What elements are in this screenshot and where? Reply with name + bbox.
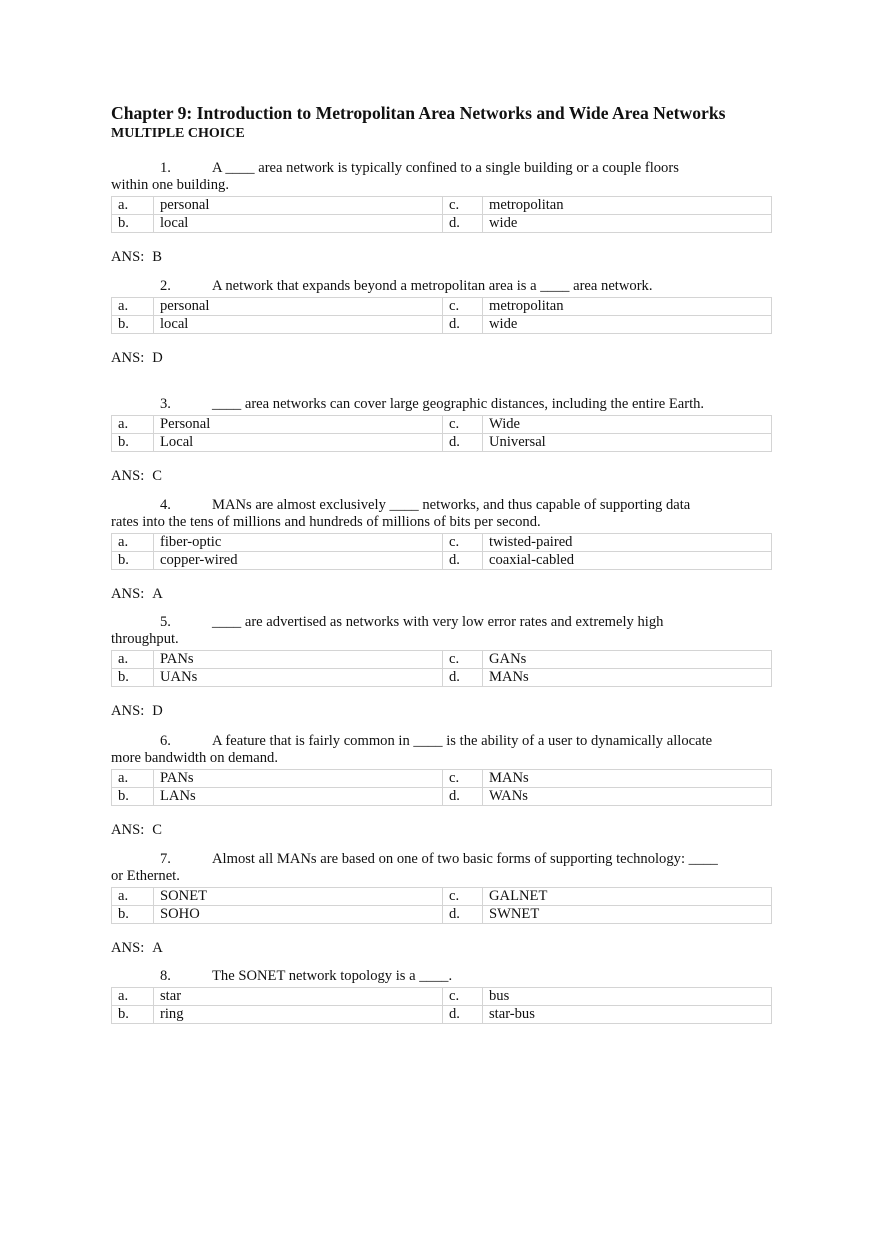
option-letter: d. <box>443 552 483 570</box>
options-row <box>112 651 772 669</box>
option-letter: c. <box>443 988 483 1006</box>
option-text: GALNET <box>483 888 772 906</box>
option-letter: b. <box>112 215 154 233</box>
option-text: PANs <box>154 651 443 669</box>
option-text: metropolitan <box>483 298 772 316</box>
question-text: ____ area networks can cover large geographic distances, including the entire Earth. <box>212 396 705 412</box>
option-text: SWNET <box>483 906 772 924</box>
question-text: A ____ area network is typically confined to a single building or a couple floors <box>212 160 679 176</box>
option-text: bus <box>483 988 772 1006</box>
options-row <box>112 416 772 434</box>
question-6 <box>111 733 771 839</box>
question-number: 2. <box>160 278 171 294</box>
option-letter: a. <box>112 888 154 906</box>
option-letter: d. <box>443 316 483 334</box>
question-line <box>111 733 771 750</box>
options-table <box>111 769 772 806</box>
option-letter: a. <box>112 298 154 316</box>
answer-label: ANS: <box>111 468 145 484</box>
options-table <box>111 533 772 570</box>
option-letter: a. <box>112 988 154 1006</box>
question-line <box>111 851 771 868</box>
question-text: Almost all MANs are based on one of two basic forms of supporting technology: ____ <box>212 851 718 867</box>
answer-label: ANS: <box>111 703 145 719</box>
options-row <box>112 988 772 1006</box>
option-letter: d. <box>443 1006 483 1024</box>
option-text: personal <box>154 197 443 215</box>
answer-line <box>111 822 771 839</box>
question-2 <box>111 278 771 367</box>
option-text: SOHO <box>154 906 443 924</box>
option-text: LANs <box>154 788 443 806</box>
option-text: copper-wired <box>154 552 443 570</box>
option-letter: b. <box>112 552 154 570</box>
option-text: coaxial-cabled <box>483 552 772 570</box>
answer-value: C <box>152 822 162 838</box>
question-text: ____ are advertised as networks with very low error rates and extremely high <box>212 614 664 630</box>
option-letter: a. <box>112 651 154 669</box>
option-text: star-bus <box>483 1006 772 1024</box>
options-table <box>111 650 772 687</box>
option-letter: d. <box>443 906 483 924</box>
answer-label: ANS: <box>111 586 145 602</box>
option-letter: b. <box>112 906 154 924</box>
option-letter: c. <box>443 298 483 316</box>
answer-line <box>111 468 771 485</box>
options-table <box>111 297 772 334</box>
options-table <box>111 415 772 452</box>
question-line <box>111 968 771 985</box>
options-row <box>112 215 772 233</box>
answer-label: ANS: <box>111 940 145 956</box>
option-letter: b. <box>112 434 154 452</box>
question-4 <box>111 497 771 603</box>
option-text: metropolitan <box>483 197 772 215</box>
option-letter: d. <box>443 669 483 687</box>
question-number: 6. <box>160 733 171 749</box>
question-text: MANs are almost exclusively ____ networks, and thus capable of supporting data <box>212 497 691 513</box>
question-5 <box>111 614 771 720</box>
question-text: A feature that is fairly common in ____ is the ability of a user to dynamically allocate <box>212 733 713 749</box>
answer-line <box>111 703 771 720</box>
question-number: 7. <box>160 851 171 867</box>
option-letter: a. <box>112 534 154 552</box>
options-table <box>111 196 772 233</box>
question-text-continuation: more bandwidth on demand. <box>111 750 278 766</box>
question-8 <box>111 968 771 1024</box>
answer-label: ANS: <box>111 822 145 838</box>
option-letter: d. <box>443 434 483 452</box>
option-letter: b. <box>112 788 154 806</box>
answer-value: D <box>152 703 163 719</box>
question-number: 8. <box>160 968 171 984</box>
question-7 <box>111 851 771 957</box>
option-text: GANs <box>483 651 772 669</box>
answer-label: ANS: <box>111 249 145 265</box>
option-text: wide <box>483 215 772 233</box>
option-text: star <box>154 988 443 1006</box>
question-line <box>111 396 771 413</box>
question-line <box>111 160 771 177</box>
options-row <box>112 669 772 687</box>
option-letter: b. <box>112 669 154 687</box>
question-text-continuation: within one building. <box>111 177 229 193</box>
option-text: ring <box>154 1006 443 1024</box>
option-letter: c. <box>443 416 483 434</box>
option-text: Personal <box>154 416 443 434</box>
option-letter: c. <box>443 197 483 215</box>
option-text: wide <box>483 316 772 334</box>
options-row <box>112 552 772 570</box>
chapter-title: Chapter 9: Introduction to Metropolitan Area Networks and Wide Area Networks <box>111 103 726 123</box>
options-row <box>112 197 772 215</box>
answer-value: A <box>152 940 163 956</box>
question-number: 1. <box>160 160 171 176</box>
answer-line <box>111 940 771 957</box>
question-line <box>111 278 771 295</box>
answer-value: B <box>152 249 162 265</box>
option-text: UANs <box>154 669 443 687</box>
question-line <box>111 497 771 514</box>
option-text: local <box>154 215 443 233</box>
option-letter: d. <box>443 788 483 806</box>
option-text: Local <box>154 434 443 452</box>
options-row <box>112 1006 772 1024</box>
answer-line <box>111 586 771 603</box>
option-text: MANs <box>483 669 772 687</box>
option-text: MANs <box>483 770 772 788</box>
options-row <box>112 534 772 552</box>
option-letter: b. <box>112 1006 154 1024</box>
answer-line <box>111 249 771 266</box>
option-letter: c. <box>443 888 483 906</box>
options-row <box>112 788 772 806</box>
question-line <box>111 614 771 631</box>
question-text-continuation: throughput. <box>111 631 179 647</box>
options-row <box>112 770 772 788</box>
question-1 <box>111 160 771 266</box>
question-text: A network that expands beyond a metropolitan area is a ____ area network. <box>212 278 653 294</box>
option-text: SONET <box>154 888 443 906</box>
options-row <box>112 298 772 316</box>
question-number: 4. <box>160 497 171 513</box>
option-letter: a. <box>112 416 154 434</box>
question-text-continuation: rates into the tens of millions and hundreds of millions of bits per second. <box>111 514 541 530</box>
option-letter: c. <box>443 651 483 669</box>
option-letter: a. <box>112 197 154 215</box>
answer-value: C <box>152 468 162 484</box>
options-table <box>111 987 772 1024</box>
option-text: PANs <box>154 770 443 788</box>
answer-line <box>111 350 771 367</box>
options-row <box>112 434 772 452</box>
question-text-continuation: or Ethernet. <box>111 868 180 884</box>
answer-value: A <box>152 586 163 602</box>
question-number: 3. <box>160 396 171 412</box>
option-text: personal <box>154 298 443 316</box>
options-row <box>112 906 772 924</box>
section-heading: MULTIPLE CHOICE <box>111 126 245 141</box>
option-letter: a. <box>112 770 154 788</box>
option-letter: c. <box>443 770 483 788</box>
option-text: twisted-paired <box>483 534 772 552</box>
question-number: 5. <box>160 614 171 630</box>
option-text: Universal <box>483 434 772 452</box>
options-row <box>112 888 772 906</box>
question-text: The SONET network topology is a ____. <box>212 968 453 984</box>
option-letter: b. <box>112 316 154 334</box>
option-letter: c. <box>443 534 483 552</box>
options-row <box>112 316 772 334</box>
option-text: local <box>154 316 443 334</box>
question-3 <box>111 396 771 485</box>
answer-value: D <box>152 350 163 366</box>
option-letter: d. <box>443 215 483 233</box>
options-table <box>111 887 772 924</box>
option-text: Wide <box>483 416 772 434</box>
option-text: fiber-optic <box>154 534 443 552</box>
option-text: WANs <box>483 788 772 806</box>
answer-label: ANS: <box>111 350 145 366</box>
